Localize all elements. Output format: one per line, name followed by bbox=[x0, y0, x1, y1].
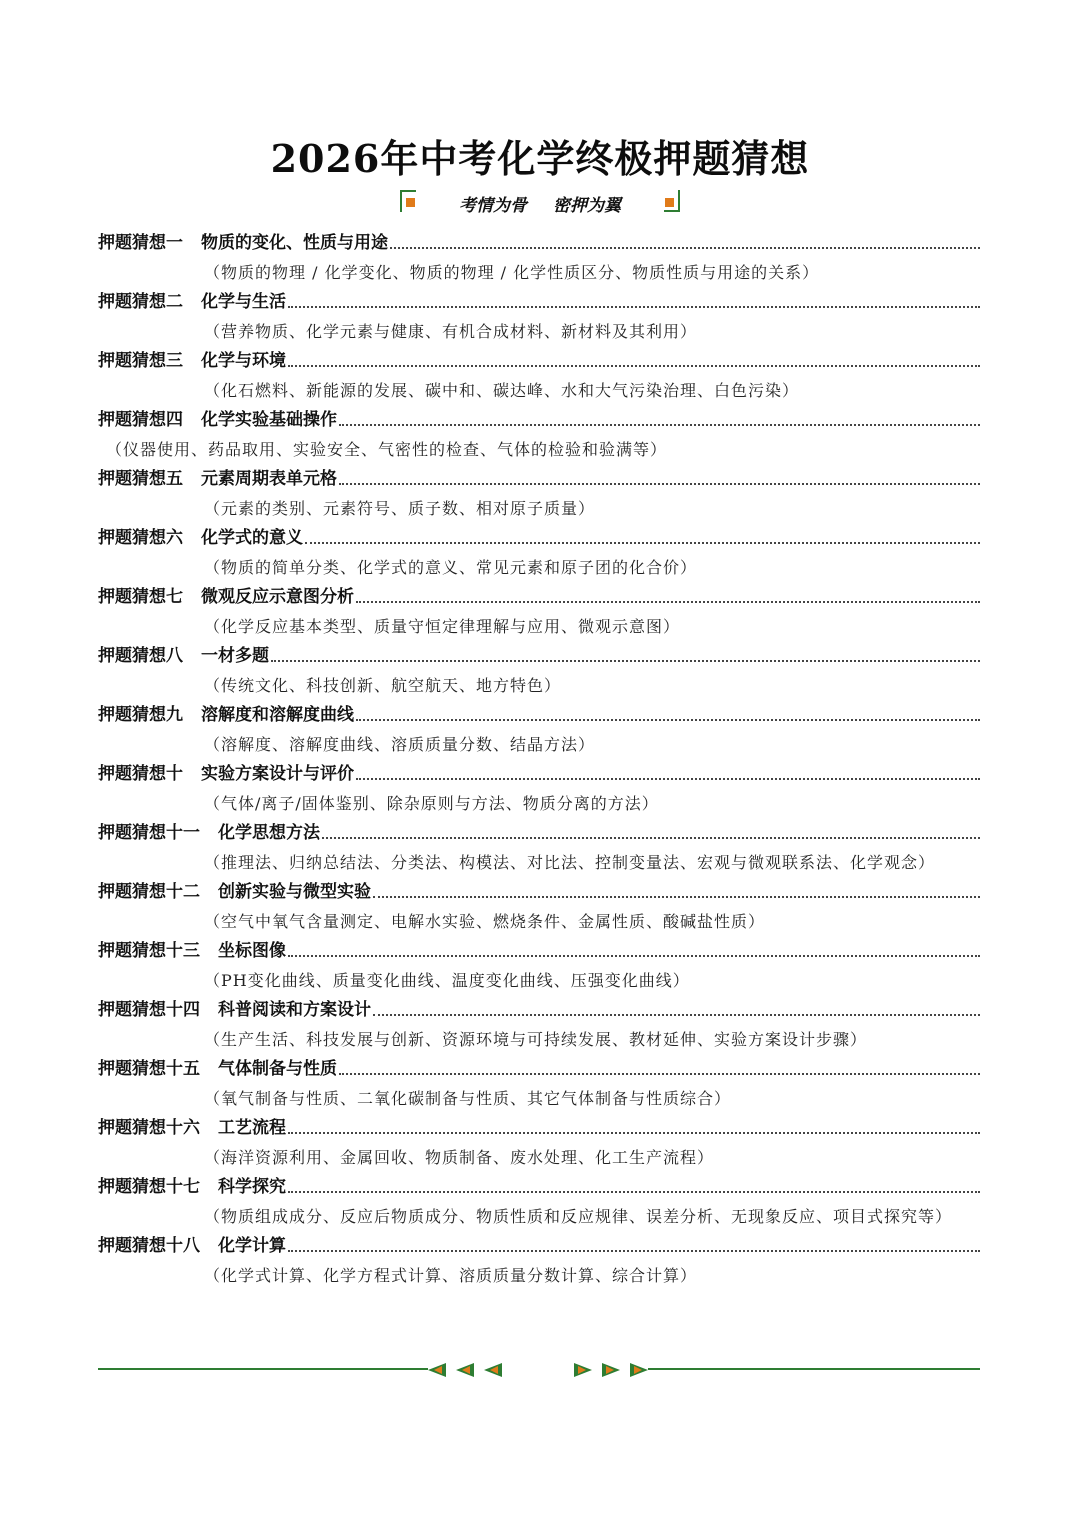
toc-entry-heading bbox=[98, 700, 980, 730]
toc-entry-title: 化学实验基础操作 bbox=[201, 410, 337, 430]
toc-entry-label: 押题猜想十一 bbox=[98, 823, 200, 843]
toc-entry-label: 押题猜想五 bbox=[98, 469, 183, 489]
toc-entry-title: 化学与环境 bbox=[201, 351, 286, 371]
toc-entry-title: 化学与生活 bbox=[201, 292, 286, 312]
dotted-leader bbox=[373, 896, 980, 898]
toc-entry bbox=[98, 464, 980, 523]
dotted-leader bbox=[271, 660, 980, 662]
dotted-leader bbox=[356, 601, 980, 603]
toc-entry-label: 押题猜想十八 bbox=[98, 1236, 200, 1256]
dotted-leader bbox=[339, 424, 980, 426]
toc-entry-title: 科学探究 bbox=[218, 1177, 286, 1197]
toc-entry bbox=[98, 582, 980, 641]
toc-entry-label: 押题猜想十五 bbox=[98, 1059, 200, 1079]
toc-entry-label: 押题猜想十六 bbox=[98, 1118, 200, 1138]
toc-entry-title: 科普阅读和方案设计 bbox=[218, 1000, 371, 1020]
right-arrows-group bbox=[574, 1363, 648, 1377]
toc-entry-description: （气体/离子/固体鉴别、除杂原则与方法、物质分离的方法） bbox=[204, 794, 659, 813]
toc-entry-heading bbox=[98, 523, 980, 553]
toc-entry-label: 押题猜想十二 bbox=[98, 882, 200, 902]
toc-entry-heading bbox=[98, 995, 980, 1025]
toc-entry-description: （元素的类别、元素符号、质子数、相对原子质量） bbox=[204, 499, 596, 518]
toc-entry-label: 押题猜想二 bbox=[98, 292, 183, 312]
toc-entry-heading bbox=[98, 228, 980, 258]
toc-entry-heading bbox=[98, 877, 980, 907]
toc-entry-description: （传统文化、科技创新、航空航天、地方特色） bbox=[204, 676, 562, 695]
dotted-leader bbox=[356, 778, 980, 780]
toc-entry-description: （仪器使用、药品取用、实验安全、气密性的检查、气体的检验和验满等） bbox=[106, 440, 668, 459]
toc-entry-description: （推理法、归纳总结法、分类法、构模法、对比法、控制变量法、宏观与微观联系法、化学观念） bbox=[204, 853, 936, 872]
toc-entry bbox=[98, 995, 980, 1054]
dotted-leader bbox=[373, 1014, 980, 1016]
toc-entry bbox=[98, 1113, 980, 1172]
toc-entry-heading bbox=[98, 1231, 980, 1261]
left-arrow-icon bbox=[484, 1363, 502, 1377]
toc-entry bbox=[98, 936, 980, 995]
toc-entry-description: （氧气制备与性质、二氧化碳制备与性质、其它气体制备与性质综合） bbox=[204, 1089, 732, 1108]
toc-entry-description: （溶解度、溶解度曲线、溶质质量分数、结晶方法） bbox=[204, 735, 596, 754]
subtitle-right-text: 密押为翼 bbox=[553, 195, 621, 216]
toc-entry-heading bbox=[98, 1054, 980, 1084]
toc-entry-label: 押题猜想四 bbox=[98, 410, 183, 430]
toc-entry-heading bbox=[98, 1172, 980, 1202]
toc-entry-title: 实验方案设计与评价 bbox=[201, 764, 354, 784]
toc-entry bbox=[98, 228, 980, 287]
toc-entry bbox=[98, 405, 980, 464]
toc-entry-heading bbox=[98, 346, 980, 376]
toc-entry bbox=[98, 759, 980, 818]
right-arrow-icon bbox=[602, 1363, 620, 1377]
orange-square-left-decoration bbox=[406, 198, 415, 207]
toc-entry-heading bbox=[98, 405, 980, 435]
dotted-leader bbox=[288, 1250, 980, 1252]
toc-entry-title: 溶解度和溶解度曲线 bbox=[201, 705, 354, 725]
toc-entry-title: 化学计算 bbox=[218, 1236, 286, 1256]
toc-entry-title: 微观反应示意图分析 bbox=[201, 587, 354, 607]
toc-entry bbox=[98, 818, 980, 877]
toc-entry-description: （物质组成成分、反应后物质成分、物质性质和反应规律、误差分析、无现象反应、项目式探究等） bbox=[204, 1207, 953, 1226]
toc-entry-heading bbox=[98, 1113, 980, 1143]
toc-entry-title: 化学式的意义 bbox=[201, 528, 303, 548]
toc-entry bbox=[98, 346, 980, 405]
toc-entry-label: 押题猜想十 bbox=[98, 764, 183, 784]
toc-entry-heading bbox=[98, 936, 980, 966]
toc-entry-heading bbox=[98, 464, 980, 494]
toc-entry-description: （生产生活、科技发展与创新、资源环境与可持续发展、教材延伸、实验方案设计步骤） bbox=[204, 1030, 868, 1049]
bracket-right-decoration bbox=[664, 190, 680, 212]
toc-entry-heading bbox=[98, 759, 980, 789]
toc-entry-description: （PH变化曲线、质量变化曲线、温度变化曲线、压强变化曲线） bbox=[204, 971, 690, 990]
toc-entry-label: 押题猜想十四 bbox=[98, 1000, 200, 1020]
toc-entry bbox=[98, 700, 980, 759]
toc-entry-label: 押题猜想九 bbox=[98, 705, 183, 725]
dotted-leader bbox=[288, 306, 980, 308]
toc-entry-description: （化学反应基本类型、质量守恒定律理解与应用、微观示意图） bbox=[204, 617, 681, 636]
dotted-leader bbox=[322, 837, 980, 839]
toc-entry-heading bbox=[98, 641, 980, 671]
toc-entry bbox=[98, 1172, 980, 1231]
dotted-leader bbox=[288, 955, 980, 957]
table-of-contents bbox=[98, 228, 980, 1290]
right-arrow-icon bbox=[630, 1363, 648, 1377]
toc-entry-description: （物质的简单分类、化学式的意义、常见元素和原子团的化合价） bbox=[204, 558, 698, 577]
toc-entry bbox=[98, 523, 980, 582]
toc-entry-label: 押题猜想七 bbox=[98, 587, 183, 607]
toc-entry-label: 押题猜想十三 bbox=[98, 941, 200, 961]
toc-entry bbox=[98, 287, 980, 346]
dotted-leader bbox=[339, 1073, 980, 1075]
toc-entry-title: 创新实验与微型实验 bbox=[218, 882, 371, 902]
toc-entry-description: （化石燃料、新能源的发展、碳中和、碳达峰、水和大气污染治理、白色污染） bbox=[204, 381, 800, 400]
toc-entry-label: 押题猜想一 bbox=[98, 233, 183, 253]
dotted-leader bbox=[288, 1132, 980, 1134]
toc-entry bbox=[98, 1054, 980, 1113]
toc-entry bbox=[98, 877, 980, 936]
toc-entry-label: 押题猜想三 bbox=[98, 351, 183, 371]
toc-entry-label: 押题猜想十七 bbox=[98, 1177, 200, 1197]
toc-entry-description: （化学式计算、化学方程式计算、溶质质量分数计算、综合计算） bbox=[204, 1266, 698, 1285]
left-arrow-icon bbox=[456, 1363, 474, 1377]
toc-entry-label: 押题猜想八 bbox=[98, 646, 183, 666]
left-arrows-group bbox=[428, 1363, 502, 1377]
footer-arrow-ornament bbox=[428, 1362, 648, 1378]
dotted-leader bbox=[288, 365, 980, 367]
toc-entry-description: （海洋资源利用、金属回收、物质制备、废水处理、化工生产流程） bbox=[204, 1148, 715, 1167]
toc-entry-title: 一材多题 bbox=[201, 646, 269, 666]
toc-entry-description: （空气中氧气含量测定、电解水实验、燃烧条件、金属性质、酸碱盐性质） bbox=[204, 912, 766, 931]
toc-entry-label: 押题猜想六 bbox=[98, 528, 183, 548]
subtitle-banner bbox=[400, 188, 680, 218]
left-arrow-icon bbox=[428, 1363, 446, 1377]
toc-entry-heading bbox=[98, 287, 980, 317]
toc-entry-title: 坐标图像 bbox=[218, 941, 286, 961]
toc-entry-description: （物质的物理 / 化学变化、物质的物理 / 化学性质区分、物质性质与用途的关系） bbox=[204, 263, 820, 282]
dotted-leader bbox=[390, 247, 980, 249]
dotted-leader bbox=[356, 719, 980, 721]
toc-entry-title: 物质的变化、性质与用途 bbox=[201, 233, 388, 253]
toc-entry bbox=[98, 1231, 980, 1290]
right-arrow-icon bbox=[574, 1363, 592, 1377]
toc-entry bbox=[98, 641, 980, 700]
toc-entry-description: （营养物质、化学元素与健康、有机合成材料、新材料及其利用） bbox=[204, 322, 698, 341]
toc-entry-title: 工艺流程 bbox=[218, 1118, 286, 1138]
dotted-leader bbox=[288, 1191, 980, 1193]
toc-entry-heading bbox=[98, 582, 980, 612]
dotted-leader bbox=[339, 483, 980, 485]
toc-entry-title: 气体制备与性质 bbox=[218, 1059, 337, 1079]
toc-entry-title: 化学思想方法 bbox=[218, 823, 320, 843]
page-title: 2026年中考化学终极押题猜想 bbox=[270, 136, 810, 181]
dotted-leader bbox=[305, 542, 980, 544]
toc-entry-title: 元素周期表单元格 bbox=[201, 469, 337, 489]
toc-entry-heading bbox=[98, 818, 980, 848]
subtitle-left-text: 考情为骨 bbox=[459, 195, 527, 216]
